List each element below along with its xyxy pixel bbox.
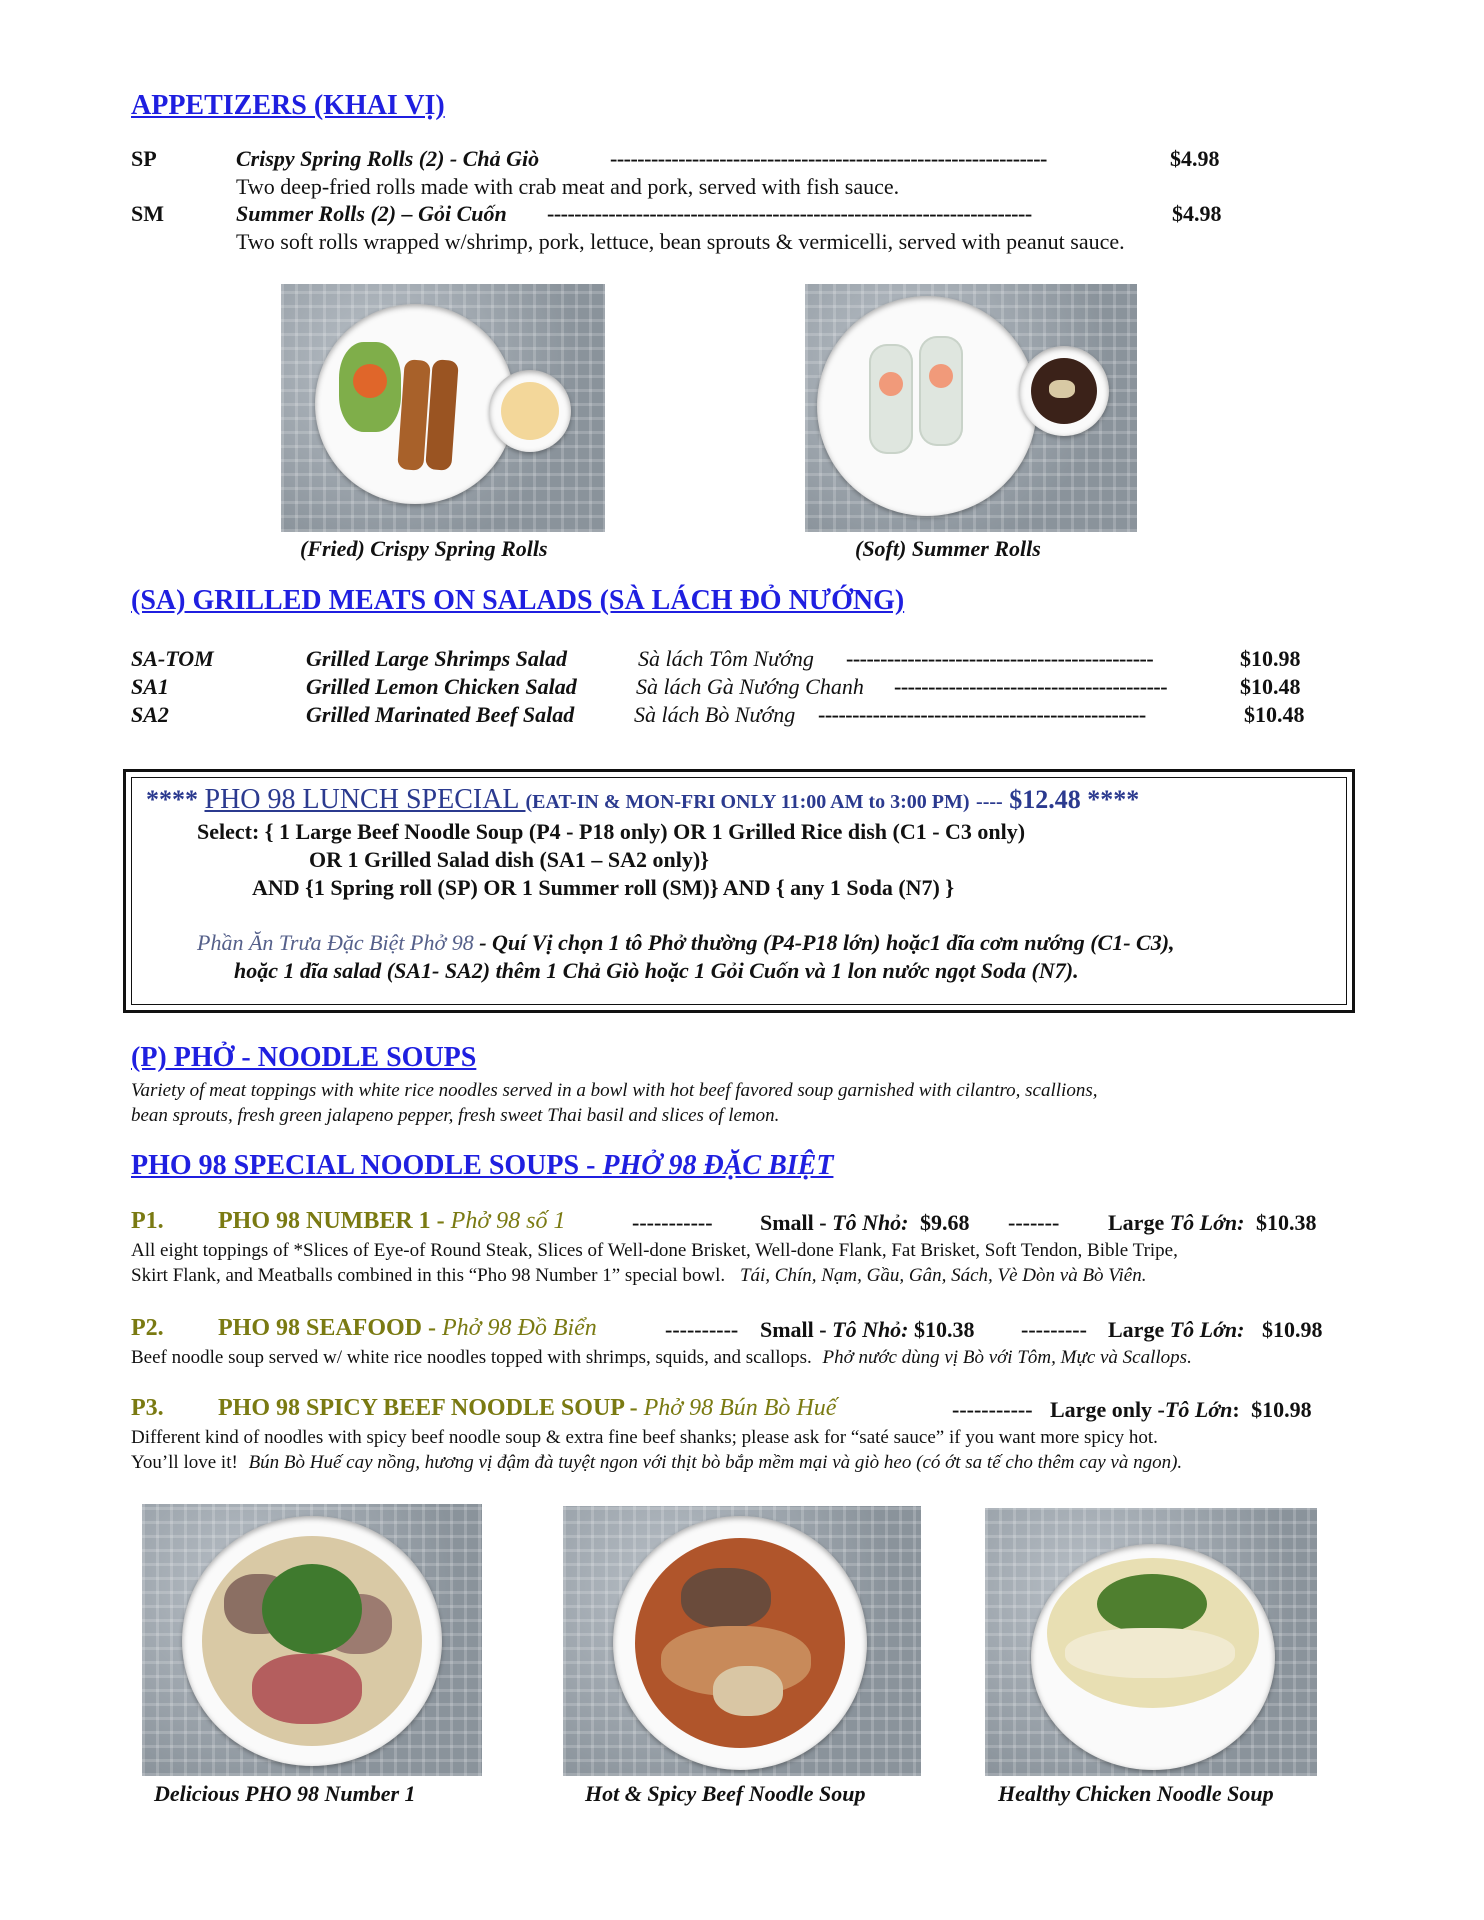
caption-spicy-beef: Hot & Spicy Beef Noodle Soup <box>585 1781 866 1806</box>
salad-price-sa2: $10.48 <box>1244 702 1305 727</box>
p2-small-label: Small - <box>760 1317 833 1342</box>
salad-name-sa1: Grilled Lemon Chicken Salad <box>306 674 577 699</box>
special-line-1: Select: { 1 Large Beef Noodle Soup (P4 - P18 only) OR 1 Grilled Rice dish (C1 - C3 only) <box>197 819 1026 844</box>
appetizer-dashes-sp: ---------------------------------------------------------------- <box>610 146 1047 171</box>
p1-small-price: $9.68 <box>920 1210 970 1235</box>
p2-large-viet: Tô Lớn: <box>1169 1317 1245 1342</box>
salad-viet-sa-tom: Sà lách Tôm Nướng <box>638 646 814 671</box>
p2-small-viet: Tô Nhỏ: <box>832 1317 909 1342</box>
p1-code: P1. <box>131 1208 164 1234</box>
salad-dashes-sa-tom: --------------------------------------------- <box>846 646 1154 671</box>
p3-desc-line-1: Different kind of noodles with spicy beef noodle soup & extra fine beef shanks; please ask for “saté sauce” if you want more spicy hot. <box>131 1427 1158 1448</box>
salad-price-sa-tom: $10.98 <box>1240 646 1301 671</box>
p1-mid-dashes: ------- <box>1008 1210 1060 1235</box>
special-title: PHO 98 LUNCH SPECIAL <box>204 784 526 815</box>
special-viet-rest: - Quí Vị chọn 1 tô Phở thường (P4-P18 lớn) hoặc1 dĩa cơm nướng (C1- C3), <box>473 930 1175 955</box>
appetizer-desc-sp: Two deep-fried rolls made with crab meat and pork, served with fish sauce. <box>236 174 900 199</box>
summer-rolls-photo <box>805 284 1137 532</box>
p3-desc-en: You’ll love it! <box>131 1452 238 1473</box>
p1-desc-en: Skirt Flank, and Meatballs combined in this “Pho 98 Number 1” special bowl. <box>131 1265 726 1286</box>
special-soups-heading <box>131 1150 833 1182</box>
pho-number-1-photo <box>142 1504 482 1776</box>
salad-code-sa2: SA2 <box>131 702 169 727</box>
p2-code: P2. <box>131 1315 164 1341</box>
p3-code: P3. <box>131 1395 164 1421</box>
appetizer-code-sm: SM <box>131 201 164 226</box>
appetizer-price-sp: $4.98 <box>1170 146 1220 171</box>
special-stars-left: **** <box>146 785 198 814</box>
p1-desc-line-2 <box>131 1265 1146 1287</box>
special-viet-line-1 <box>197 930 1175 956</box>
p2-title <box>218 1315 597 1342</box>
pho-desc-line-1: Variety of meat toppings with white rice noodles served in a bowl with hot beef favored soup garnished with cilantro, scallions, <box>131 1080 1098 1101</box>
appetizer-desc-sm: Two soft rolls wrapped w/shrimp, pork, lettuce, bean sprouts & vermicelli, served with peanut sauce. <box>236 229 1125 254</box>
caption-pho-number-1: Delicious PHO 98 Number 1 <box>154 1781 416 1806</box>
pho-heading: (P) PHỞ - NOODLE SOUPS <box>131 1042 477 1073</box>
p1-small <box>760 1210 970 1236</box>
p3-name: PHO 98 SPICY BEEF NOODLE SOUP - <box>218 1395 644 1421</box>
p2-small <box>760 1317 975 1343</box>
p2-name: PHO 98 SEAFOOD - <box>218 1315 443 1341</box>
appetizer-price-sm: $4.98 <box>1172 201 1222 226</box>
p3-large <box>1050 1397 1312 1423</box>
special-viet-line-2: hoặc 1 dĩa salad (SA1- SA2) thêm 1 Chả Giò hoặc 1 Gỏi Cuốn và 1 lon nước ngọt Soda (N7). <box>234 958 1079 983</box>
chicken-noodle-photo <box>985 1508 1317 1776</box>
special-line-2: OR 1 Grilled Salad dish (SA1 – SA2 only)} <box>309 847 709 872</box>
p1-viet: Phở 98 số 1 <box>450 1208 566 1234</box>
p3-viet: Phở 98 Bún Bò Huế <box>643 1395 837 1421</box>
salad-name-sa2: Grilled Marinated Beef Salad <box>306 702 575 727</box>
pho-desc-line-2: bean sprouts, fresh green jalapeno pepper, fresh sweet Thai basil and slices of lemon. <box>131 1105 780 1126</box>
caption-chicken-noodle: Healthy Chicken Noodle Soup <box>998 1781 1274 1806</box>
p1-desc-line-1: All eight toppings of *Slices of Eye-of Round Steak, Slices of Well-done Brisket, Well-done Flank, Fat Brisket, Soft Tendon, Bible Tripe, <box>131 1240 1178 1261</box>
p2-large <box>1108 1317 1322 1343</box>
p2-large-price: $10.98 <box>1261 1317 1323 1342</box>
special-dashes: ---- <box>976 791 1003 813</box>
special-line-3: AND {1 Spring roll (SP) OR 1 Summer roll (SM)} AND { any 1 Soda (N7) } <box>252 875 955 900</box>
appetizer-code-sp: SP <box>131 146 157 171</box>
caption-spring-rolls: (Fried) Crispy Spring Rolls <box>300 536 548 561</box>
p3-dashes: ----------- <box>952 1397 1033 1422</box>
p1-large-viet: Tô Lớn: <box>1169 1210 1245 1235</box>
salad-dashes-sa1: ---------------------------------------- <box>894 674 1168 699</box>
p3-desc-viet: Bún Bò Huế cay nồng, hương vị đậm đà tuyệt ngon với thịt bò bắp mềm mại và giò heo (có ớt sa tế cho thêm cay và ngon). <box>248 1452 1183 1473</box>
p1-small-viet: Tô Nhỏ: <box>832 1210 909 1235</box>
p1-title <box>218 1208 565 1235</box>
appetizers-heading: APPETIZERS (KHAI VỊ) <box>131 90 445 121</box>
appetizer-dashes-sm: ----------------------------------------------------------------------- <box>547 201 1032 226</box>
p2-small-price: $10.38 <box>914 1317 975 1342</box>
p2-desc-en: Beef noodle soup served w/ white rice noodles topped with shrimps, squids, and scallops. <box>131 1347 812 1368</box>
p1-large-label: Large <box>1108 1210 1170 1235</box>
salad-price-sa1: $10.48 <box>1240 674 1301 699</box>
p2-viet: Phở 98 Đồ Biển <box>442 1315 597 1341</box>
p3-title <box>218 1395 836 1422</box>
p2-desc-viet: Phở nước dùng vị Bò với Tôm, Mực và Scallops. <box>822 1347 1192 1368</box>
salads-heading: (SA) GRILLED MEATS ON SALADS (SÀ LÁCH ĐỎ NƯỚNG) <box>131 585 905 616</box>
appetizer-name-sm: Summer Rolls (2) – Gỏi Cuốn <box>236 201 507 226</box>
p1-large <box>1108 1210 1316 1236</box>
salad-name-sa-tom: Grilled Large Shrimps Salad <box>306 646 567 671</box>
p3-large-label: Large only - <box>1050 1397 1165 1422</box>
salad-viet-sa1: Sà lách Gà Nướng Chanh <box>636 674 864 699</box>
p3-large-viet: Tô Lớn <box>1164 1397 1233 1422</box>
p1-small-label: Small - <box>760 1210 833 1235</box>
caption-summer-rolls: (Soft) Summer Rolls <box>855 536 1041 561</box>
salad-dashes-sa2: ------------------------------------------------ <box>818 702 1146 727</box>
salad-viet-sa2: Sà lách Bò Nướng <box>634 702 796 727</box>
special-stars-right: **** <box>1087 785 1140 814</box>
appetizer-name-sp: Crispy Spring Rolls (2) - Chả Giò <box>236 146 540 171</box>
p2-desc <box>131 1347 1192 1369</box>
p3-large-colon: : <box>1232 1397 1240 1422</box>
p1-large-price: $10.38 <box>1255 1210 1317 1235</box>
salad-code-sa1: SA1 <box>131 674 169 699</box>
p3-desc-line-2 <box>131 1452 1182 1474</box>
spring-rolls-photo <box>281 284 605 532</box>
spicy-beef-noodle-photo <box>563 1506 921 1776</box>
salad-code-sa-tom: SA-TOM <box>131 646 214 671</box>
special-soups-heading-vi: PHỞ 98 ĐẶC BIỆT <box>602 1150 834 1181</box>
p3-large-price: $10.98 <box>1251 1397 1312 1422</box>
special-header <box>146 784 1139 816</box>
p2-mid-dashes: --------- <box>1021 1317 1087 1342</box>
special-soups-heading-en: PHO 98 SPECIAL NOODLE SOUPS - <box>131 1150 603 1181</box>
p1-desc-viet: Tái, Chín, Nạm, Gầu, Gân, Sách, Vè Dòn và Bò Viên. <box>739 1265 1147 1286</box>
special-subtitle: (EAT-IN & MON-FRI ONLY 11:00 AM to 3:00 PM) <box>525 791 970 813</box>
special-price: $12.48 <box>1009 785 1081 814</box>
p2-large-label: Large <box>1108 1317 1170 1342</box>
p1-name: PHO 98 NUMBER 1 - <box>218 1208 451 1234</box>
p1-dashes: ----------- <box>632 1210 713 1235</box>
p2-dashes: ---------- <box>665 1317 739 1342</box>
special-viet-lead: Phần Ăn Trưa Đặc Biệt Phở 98 <box>197 930 474 955</box>
